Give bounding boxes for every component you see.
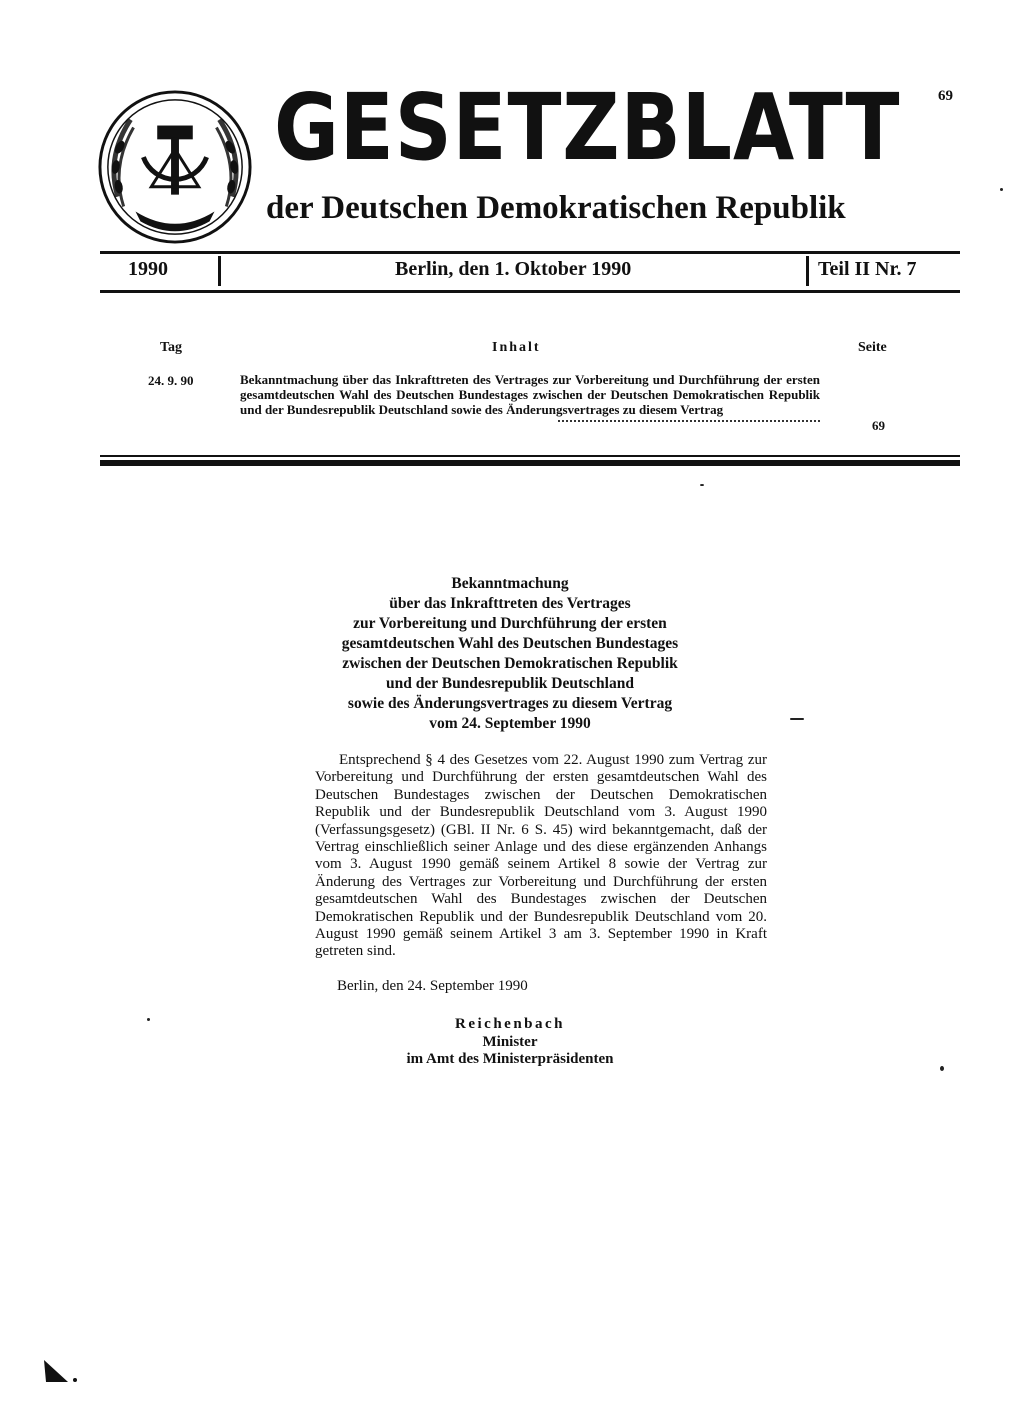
document-date: vom 24. September 1990 — [429, 715, 591, 732]
scan-speck — [1000, 188, 1003, 191]
masthead-subtitle: der Deutschen Demokratischen Republik — [266, 190, 846, 226]
signatory-name: Reichenbach — [455, 1016, 565, 1032]
issue-place-date: Berlin, den 1. Oktober 1990 — [395, 258, 632, 280]
page-number: 69 — [938, 88, 953, 104]
scan-mark-icon — [42, 1358, 82, 1386]
issue-year: 1990 — [128, 258, 168, 280]
heading-line: gesamtdeutschen Wahl des Deutschen Bundestages — [341, 635, 679, 652]
toc-dot-leader — [558, 418, 820, 422]
heading-line: zur Vorbereitung und Durchführung der ersten — [353, 615, 667, 632]
document-body: Entsprechend § 4 des Gesetzes vom 22. August 1990 zum Vertrag zur Vorbereitung und Durchführung der ersten gesamtdeutschen Wahl des Deutschen Bundestages zwischen der Deutschen Demokratischen Republik und der Bundesrepublik Deutschland vom 3. August 1990 (Verfassungsgesetz) (GBl. II Nr. 6 S. 45) wird bekanntgemacht, daß der Vertrag einschließlich seiner Anlage und des diese ergänzenden Anhangs vom 3. August 1990 gemäß seinem Artikel 8 sowie der Vertrag zur Änderung des Vertrages zur Vorbereitung und Durchführung der ersten gesamtdeutschen Wahl des Bundestages zwischen der Deutschen Demokratischen Republik und der Bundesrepublik Deutschland vom 20. August 1990 gemäß seinem Artikel 3 am 3. September 1990 in Kraft getreten sind. — [315, 752, 767, 960]
state-emblem-icon — [96, 88, 254, 246]
divider-rule — [806, 256, 809, 286]
scan-speck — [790, 718, 804, 720]
scan-speck — [147, 1018, 150, 1021]
toc-entry-text[interactable] — [240, 372, 820, 417]
toc-entry-date: 24. 9. 90 — [148, 373, 194, 388]
masthead-title: GESETZBLATT — [274, 74, 901, 181]
heading-line: zwischen der Deutschen Demokratischen Republik — [342, 655, 678, 672]
signature-place-date: Berlin, den 24. September 1990 — [337, 978, 528, 994]
issue-info-bar — [100, 252, 960, 292]
toc-entry-title: Bekanntmachung über das Inkrafttreten des Vertrages zur Vorbereitung und Durchführung der ersten gesamtdeutschen Wahl des Deutschen Bundestages zwischen der Deutschen Demokratischen Republik und der Bundesrepublik Deutschland sowie des Änderungsvertrages zu diesem Vertrag — [240, 372, 820, 417]
toc-entry-page: 69 — [872, 418, 885, 433]
heading-line: Bekanntmachung — [451, 575, 569, 592]
heading-line: über das Inkrafttreten des Vertrages — [389, 595, 631, 612]
scan-speck — [700, 484, 704, 486]
signatory-title-line: im Amt des Ministerpräsidenten — [406, 1051, 614, 1067]
signatory-title — [300, 1034, 720, 1068]
document-heading — [300, 574, 720, 714]
divider-rule — [218, 256, 221, 286]
heading-line: sowie des Änderungsvertrages zu diesem Vertrag — [347, 695, 673, 712]
toc-header-day: Tag — [160, 340, 183, 355]
signatory-title-line: Minister — [482, 1034, 538, 1050]
heading-line: und der Bundesrepublik Deutschland — [386, 675, 634, 692]
toc-header-page: Seite — [858, 340, 887, 355]
divider-rule — [100, 460, 960, 466]
divider-rule — [100, 455, 960, 457]
issue-number: Teil II Nr. 7 — [818, 258, 917, 280]
toc-header-content: Inhalt — [492, 340, 541, 355]
divider-rule — [100, 290, 960, 293]
scan-speck — [940, 1066, 944, 1071]
